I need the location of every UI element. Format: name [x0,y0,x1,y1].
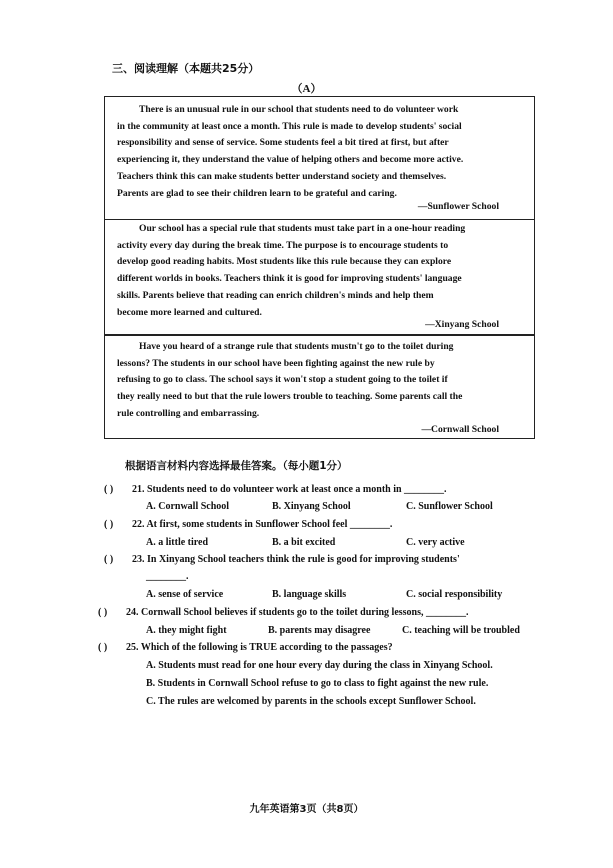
passage-text [117,102,526,202]
option-b: B. language skills [272,589,347,600]
question-stem: 24. Cornwall School believes if students go to the toilet during lessons, ________. [126,607,469,618]
option-b: B. a bit excited [272,537,336,548]
part-label: （A） [291,83,322,95]
option-c: C. teaching will be troubled [402,625,520,636]
option-a: A. a little tired [146,537,209,548]
passage-line: they really need to but that the rule lowers trouble to teaching. Some parents call the [117,391,463,403]
passage-line: develop good reading habits. Most students like this rule because they can explore [117,256,452,268]
passage-line: Parents are glad to see their children learn to be grateful and caring. [117,187,397,199]
answer-blank[interactable]: ( ) [98,642,108,653]
question-stem: 21. Students need to do volunteer work at least once a month in ________. [132,484,447,495]
answer-blank[interactable]: ( ) [98,607,108,618]
answer-blank[interactable]: ( ) [104,554,114,565]
passage-line: experiencing it, they understand the value of helping others and become more active. [117,154,464,166]
question-stem: 23. In Xinyang School teachers think the rule is good for improving students' [132,554,460,565]
option-b: B. Students in Cornwall School refuse to go to class to fight against the new rule. [146,678,489,689]
passage-line: activity every day during the break time. The purpose is to encourage students to [117,239,449,251]
option-c: C. Sunflower School [406,501,493,512]
option-c: C. social responsibility [406,589,503,600]
passage-line: rule controlling and embarrassing. [117,407,260,419]
passage-signature: —Sunflower School [417,201,499,212]
question-23 [104,554,460,565]
passage-line: lessons? The students in our school have been fighting against the new rule by [117,357,435,369]
passage-signature: —Xinyang School [425,319,499,330]
passage-text [117,339,526,423]
page-footer: 九年英语第3页（共8页） [249,804,364,815]
passage-line: Our school has a special rule that students must take part in a one-hour reading [139,223,466,234]
passage-line: refusing to go to class. The school says it won't stop a student going to the toilet if [117,374,448,386]
instruction: 根据语言材料内容选择最佳答案。（每小题1分） [125,460,348,472]
question-21 [104,484,447,495]
option-b: B. Xinyang School [272,501,351,512]
option-a: A. they might fight [146,625,227,636]
passage-line: responsibility and sense of service. Some students feel a bit tired at first, but after [117,137,449,149]
answer-blank[interactable]: ( ) [104,484,114,495]
passage-line: become more learned and cultured. [117,306,262,318]
passage-line: in the community at least once a month. This rule is made to develop students' social [117,120,462,132]
passage-box-xinyang [104,219,535,335]
answer-blank[interactable]: ( ) [104,519,114,530]
question-stem-continued: ________. [146,571,189,582]
question-25 [98,642,393,653]
option-b: B. parents may disagree [268,625,371,636]
option-c: C. The rules are welcomed by parents in the schools except Sunflower School. [146,696,476,707]
passage-signature: —Cornwall School [421,424,499,435]
passage-line: Have you heard of a strange rule that students mustn't go to the toilet during [139,341,454,352]
passage-box-sunflower [104,96,535,220]
passage-line: Teachers think this can make students better understand society and themselves. [117,170,447,182]
question-22 [104,519,392,530]
passage-line: There is an unusual rule in our school that students need to do volunteer work [139,104,459,115]
passage-line: different worlds in books. Teachers think it is good for improving students' language [117,273,462,285]
question-stem: 25. Which of the following is TRUE according to the passages? [126,642,393,653]
section-title: 三、阅读理解（本题共25分） [112,62,260,75]
question-stem: 22. At first, some students in Sunflower School feel ________. [132,519,393,530]
passage-box-cornwall [104,335,535,439]
passage-text [117,221,526,321]
passage-line: skills. Parents believe that reading can enrich children's minds and help them [117,289,434,301]
question-24 [98,607,469,618]
option-a: A. Cornwall School [146,501,230,512]
option-a: A. sense of service [146,589,224,600]
option-c: C. very active [406,537,465,548]
option-a: A. Students must read for one hour every day during the class in Xinyang School. [146,660,493,671]
